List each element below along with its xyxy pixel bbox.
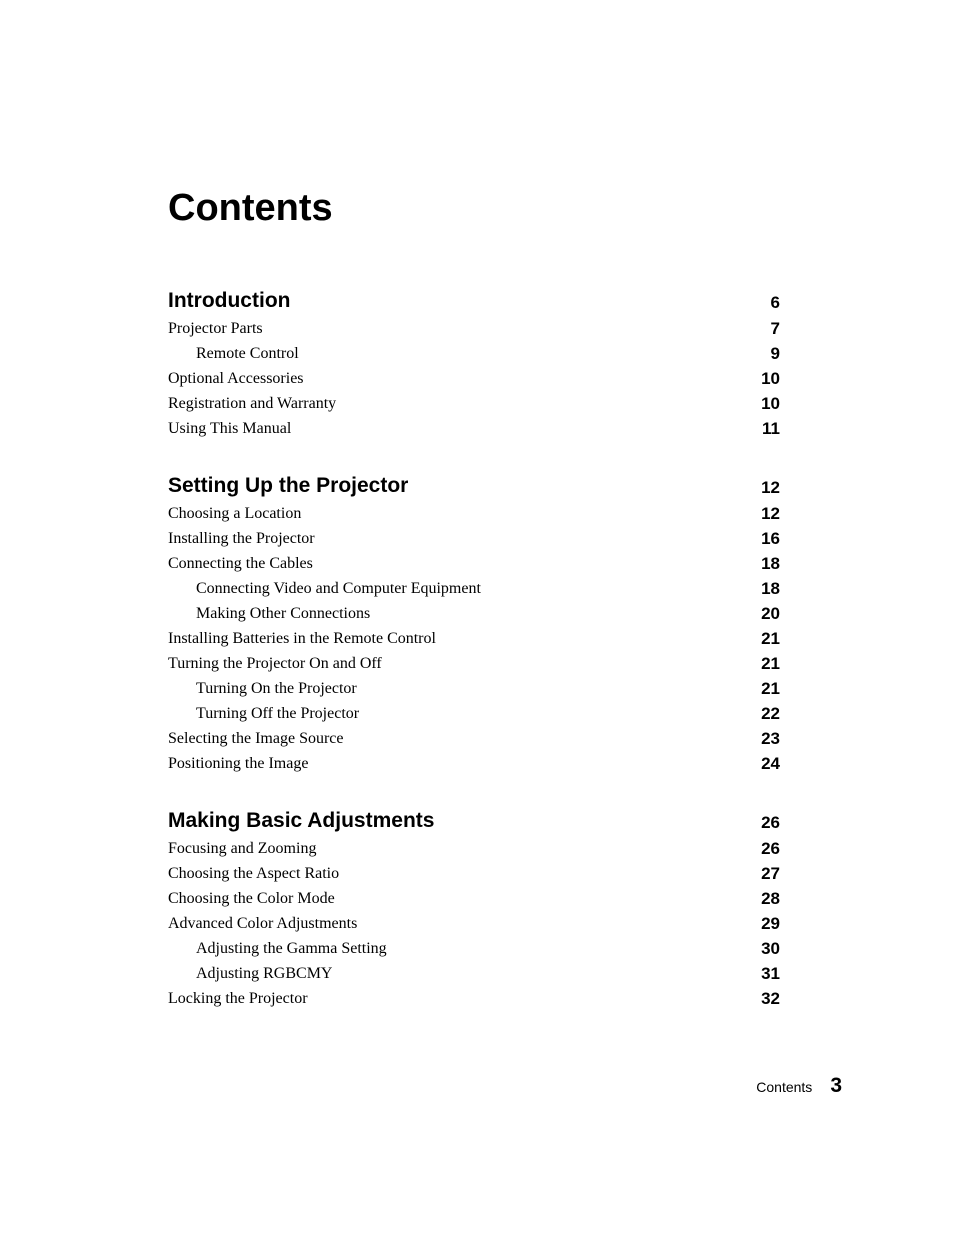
entry-page-number: 21 <box>761 629 780 648</box>
entry-page-number: 12 <box>761 504 780 523</box>
entry-title: Making Other Connections <box>196 605 371 622</box>
entry-title: Focusing and Zooming <box>168 840 317 857</box>
entry-page-number: 11 <box>762 419 780 438</box>
entry-title: Turning Off the Projector <box>196 705 360 722</box>
entry-page-number: 23 <box>761 729 780 748</box>
entry-title: Turning On the Projector <box>196 680 357 697</box>
entry-title: Remote Control <box>196 345 299 362</box>
footer-page-number: 3 <box>830 1074 842 1097</box>
toc-entry[interactable] <box>168 626 780 651</box>
section-title: Introduction <box>168 289 291 312</box>
toc-entry[interactable] <box>168 526 780 551</box>
section-page-number: 26 <box>761 813 780 832</box>
entry-page-number: 7 <box>770 319 780 338</box>
toc-entry[interactable] <box>168 726 780 751</box>
entry-title: Choosing a Location <box>168 505 302 522</box>
entry-title: Selecting the Image Source <box>168 730 344 747</box>
entry-page-number: 22 <box>761 704 780 723</box>
toc-entry[interactable] <box>168 651 780 676</box>
entry-title: Choosing the Aspect Ratio <box>168 865 340 882</box>
toc-entry[interactable] <box>168 886 780 911</box>
entry-page-number: 24 <box>761 754 780 773</box>
toc-subentry[interactable] <box>168 601 780 626</box>
entry-title: Projector Parts <box>168 320 263 337</box>
section-page-number: 6 <box>770 293 780 312</box>
entry-title: Advanced Color Adjustments <box>168 915 358 932</box>
section-title: Setting Up the Projector <box>168 474 409 497</box>
toc-entry[interactable] <box>168 551 780 576</box>
entry-title: Adjusting RGBCMY <box>196 965 333 982</box>
toc-entry[interactable] <box>168 861 780 886</box>
entry-title: Registration and Warranty <box>168 395 337 412</box>
toc-entry[interactable] <box>168 316 780 341</box>
entry-title: Adjusting the Gamma Setting <box>196 940 387 957</box>
toc-entry[interactable] <box>168 391 780 416</box>
entry-title: Choosing the Color Mode <box>168 890 335 907</box>
entry-page-number: 10 <box>761 394 780 413</box>
toc-section <box>168 284 780 441</box>
toc-subentry[interactable] <box>168 576 780 601</box>
entry-page-number: 20 <box>761 604 780 623</box>
entry-title: Locking the Projector <box>168 990 308 1007</box>
toc-subentry[interactable] <box>168 701 780 726</box>
toc-subentry[interactable] <box>168 961 780 986</box>
toc-section-heading[interactable] <box>168 804 780 836</box>
toc-entry[interactable] <box>168 836 780 861</box>
page-title: Contents <box>168 187 333 229</box>
entry-page-number: 28 <box>761 889 780 908</box>
toc-entry[interactable] <box>168 911 780 936</box>
entry-page-number: 31 <box>761 964 780 983</box>
toc-section <box>168 804 780 1011</box>
toc-subentry[interactable] <box>168 341 780 366</box>
entry-page-number: 18 <box>761 554 780 573</box>
entry-page-number: 21 <box>761 679 780 698</box>
entry-title: Optional Accessories <box>168 370 304 387</box>
entry-page-number: 18 <box>761 579 780 598</box>
section-title: Making Basic Adjustments <box>168 809 435 832</box>
entry-title: Installing the Projector <box>168 530 315 547</box>
toc-entry[interactable] <box>168 501 780 526</box>
toc-section <box>168 469 780 776</box>
entry-title: Using This Manual <box>168 420 292 437</box>
footer-label: Contents <box>756 1079 813 1095</box>
toc-entry[interactable] <box>168 416 780 441</box>
section-page-number: 12 <box>761 478 780 497</box>
entry-title: Turning the Projector On and Off <box>168 655 382 672</box>
entry-title: Connecting Video and Computer Equipment <box>196 580 481 597</box>
toc-entry[interactable] <box>168 986 780 1011</box>
entry-page-number: 30 <box>761 939 780 958</box>
toc-subentry[interactable] <box>168 676 780 701</box>
entry-page-number: 21 <box>761 654 780 673</box>
toc-subentry[interactable] <box>168 936 780 961</box>
entry-page-number: 16 <box>761 529 780 548</box>
entry-page-number: 32 <box>761 989 780 1008</box>
entry-page-number: 10 <box>761 369 780 388</box>
entry-title: Positioning the Image <box>168 755 309 772</box>
entry-page-number: 26 <box>761 839 780 858</box>
toc-entry[interactable] <box>168 751 780 776</box>
entry-page-number: 27 <box>761 864 780 883</box>
entry-page-number: 9 <box>770 344 780 363</box>
table-of-contents <box>168 284 780 1039</box>
toc-section-heading[interactable] <box>168 284 780 316</box>
toc-entry[interactable] <box>168 366 780 391</box>
page-footer <box>756 1074 842 1098</box>
toc-section-heading[interactable] <box>168 469 780 501</box>
entry-title: Connecting the Cables <box>168 555 313 572</box>
entry-page-number: 29 <box>761 914 780 933</box>
entry-title: Installing Batteries in the Remote Control <box>168 630 436 647</box>
